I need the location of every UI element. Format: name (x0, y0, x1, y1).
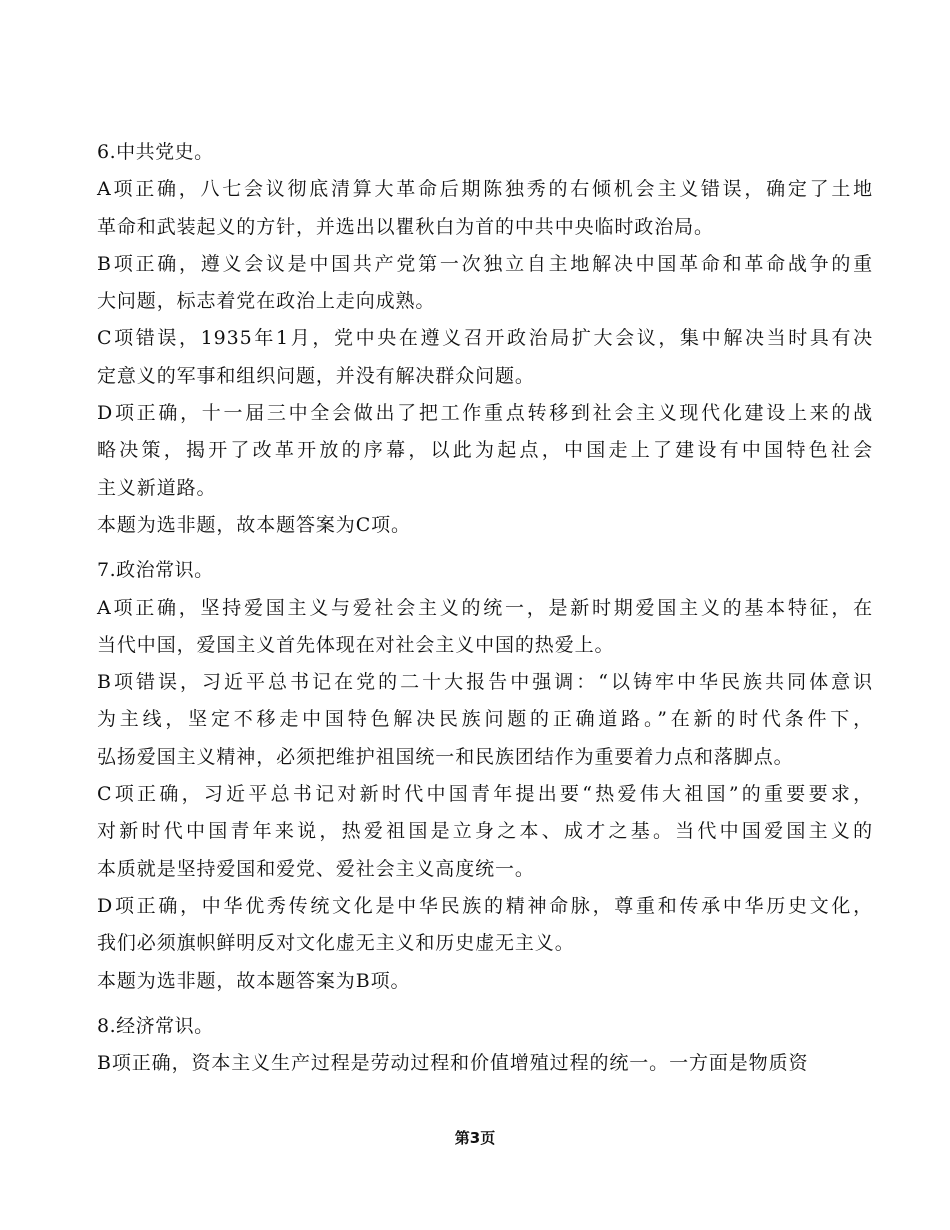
paragraph (97, 171, 873, 246)
text-line: 本质就是坚持爱国和爱党、爱社会主义高度统一。 (97, 857, 535, 880)
paragraph (97, 888, 873, 963)
text-line: 主义新道路。 (97, 476, 217, 499)
text-line: 本题为选非题，故本题答案为B项。 (97, 969, 411, 992)
text-line: B项错误，习近平总书记在党的二十大报告中强调：“以铸牢中华民族共同体意识 (97, 671, 873, 694)
section-heading: 8.经济常识。 (97, 1014, 214, 1037)
paragraph (97, 776, 873, 888)
text-line: 略决策，揭开了改革开放的序幕，以此为起点，中国走上了建设有中国特色社会 (97, 439, 873, 462)
text-line: D项正确，十一届三中全会做出了把工作重点转移到社会主义现代化建设上来的战 (97, 402, 873, 425)
text-line: C项错误，1935年1月，党中央在遵义召开政治局扩大会议，集中解决当时具有决 (97, 327, 873, 350)
text-line: 当代中国，爱国主义首先体现在对社会主义中国的热爱上。 (97, 633, 615, 656)
text-line: B项正确，遵义会议是中国共产党第一次独立自主地解决中国革命和革命战争的重 (97, 252, 873, 275)
text-line: D项正确，中华优秀传统文化是中华民族的精神命脉，尊重和传承中华历史文化， (97, 894, 873, 917)
paragraph (97, 1045, 873, 1082)
document-body (97, 134, 873, 1090)
text-line: 定意义的军事和组织问题，并没有解决群众问题。 (97, 364, 535, 387)
text-line: 弘扬爱国主义精神，必须把维护祖国统一和民族团结作为重要着力点和落脚点。 (97, 745, 794, 768)
paragraph (97, 963, 873, 1000)
paragraph (97, 246, 873, 321)
paragraph (97, 320, 873, 395)
paragraph (97, 395, 873, 507)
text-line: A项正确，坚持爱国主义与爱社会主义的统一，是新时期爱国主义的基本特征，在 (97, 596, 873, 619)
text-line: 我们必须旗帜鲜明反对文化虚无主义和历史虚无主义。 (97, 932, 575, 955)
question-section (97, 1008, 873, 1083)
paragraph (97, 590, 873, 665)
section-heading: 6.中共党史。 (97, 141, 214, 163)
paragraph (97, 664, 873, 776)
page-number: 第3页 (454, 1129, 496, 1147)
paragraph (97, 507, 873, 544)
text-line: 大问题，标志着党在政治上走向成熟。 (97, 290, 436, 313)
text-line: A项正确，八七会议彻底清算大革命后期陈独秀的右倾机会主义错误，确定了土地 (97, 178, 873, 201)
text-line: 革命和武装起义的方针，并选出以瞿秋白为首的中共中央临时政治局。 (97, 215, 714, 238)
text-line: 对新时代中国青年来说，热爱祖国是立身之本、成才之基。当代中国爱国主义的 (97, 820, 873, 843)
text-line: 为主线，坚定不移走中国特色解决民族问题的正确道路。”在新的时代条件下， (97, 708, 873, 731)
question-section (97, 552, 873, 1000)
question-section (97, 134, 873, 544)
text-line: C项正确，习近平总书记对新时代中国青年提出要“热爱伟大祖国”的重要要求， (97, 783, 873, 806)
text-line: B项正确，资本主义生产过程是劳动过程和价值增殖过程的统一。一方面是物质资 (97, 1052, 809, 1075)
section-heading: 7.政治常识。 (97, 559, 214, 582)
text-line: 本题为选非题，故本题答案为C项。 (97, 513, 411, 536)
